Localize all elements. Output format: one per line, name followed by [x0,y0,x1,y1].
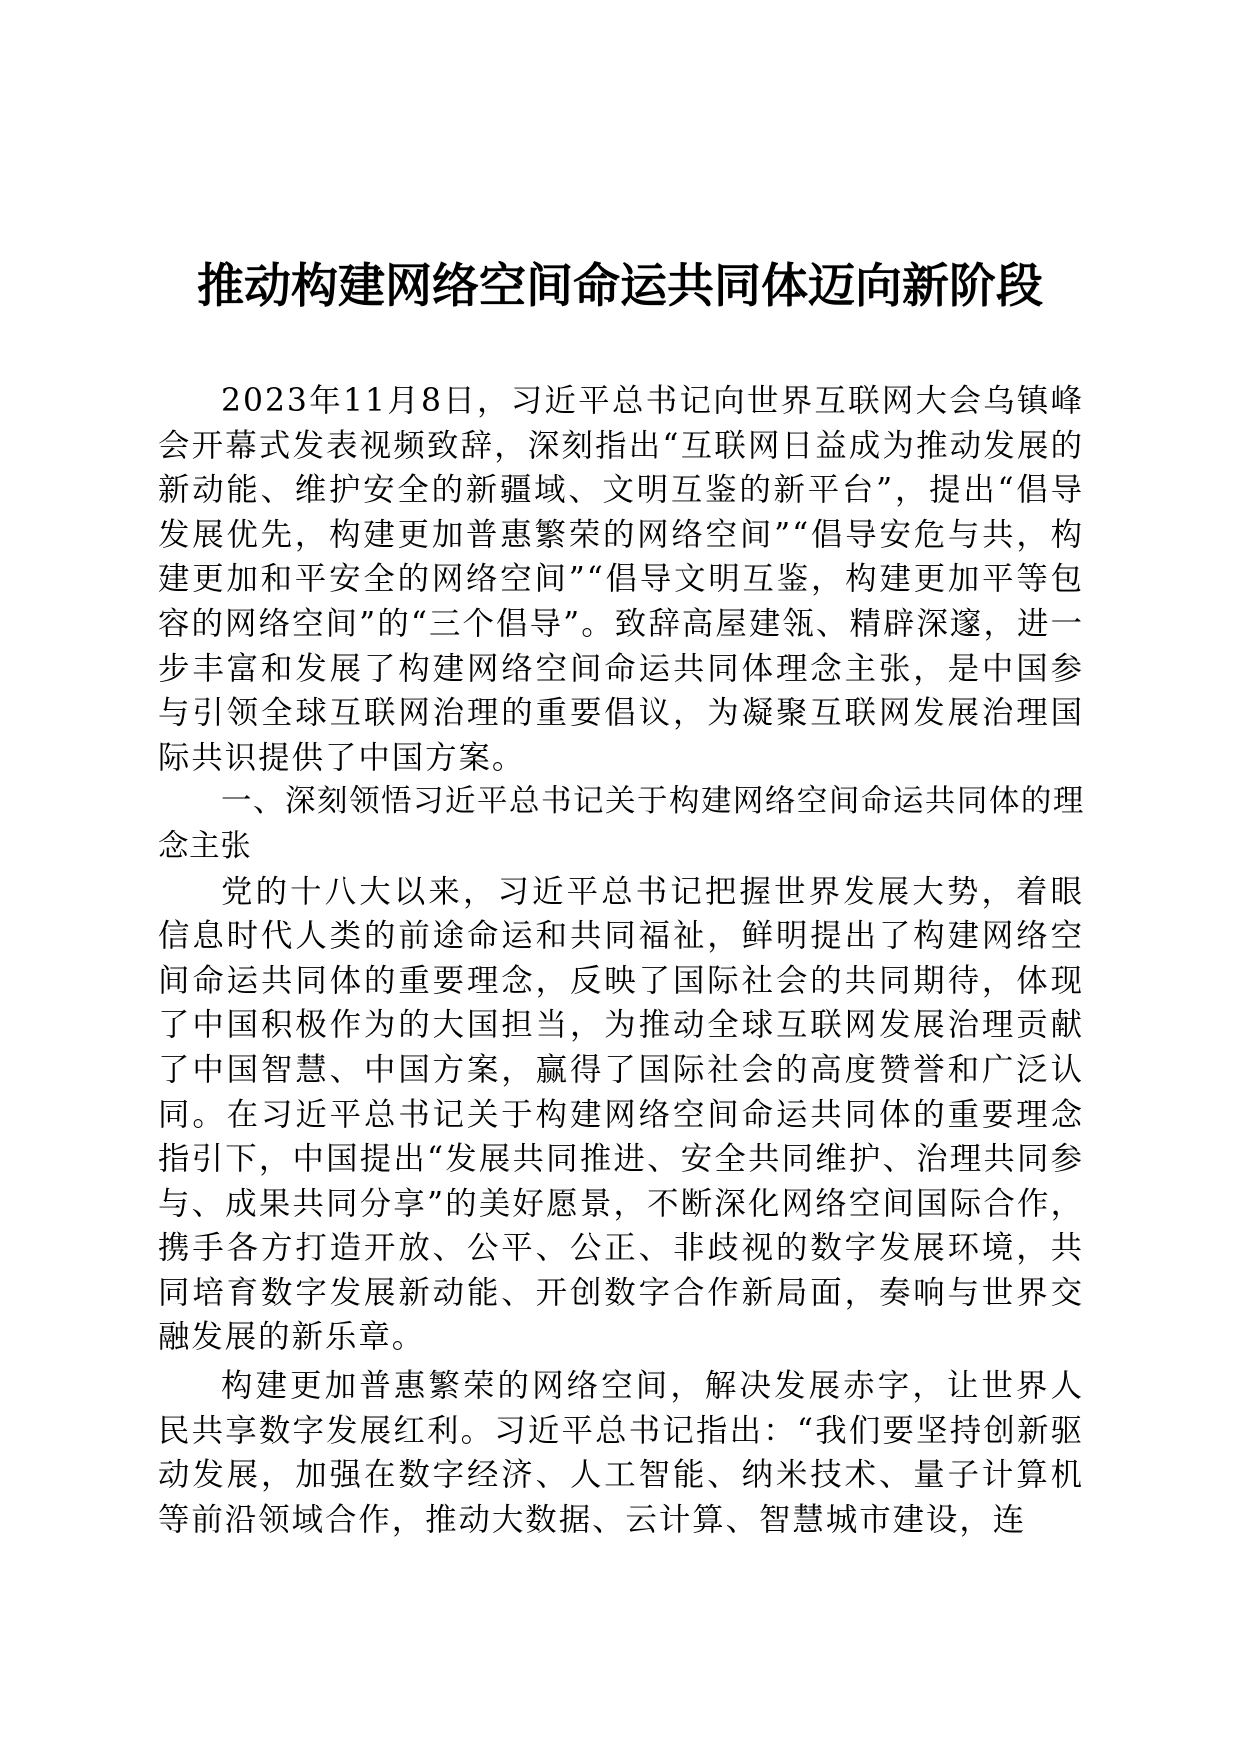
body-paragraph: 党的十八大以来，习近平总书记把握世界发展大势，着眼信息时代人类的前途命运和共同福祉，鲜明提出了构建网络空间命运共同体的重要理念，反映了国际社会的共同期待，体现了中国积极作为的大国担当，为推动全球互联网发展治理贡献了中国智慧、中国方案，赢得了国际社会的高度赞誉和广泛认同。在习近平总书记关于构建网络空间命运共同体的重要理念指引下，中国提出“发展共同推进、安全共同维护、治理共同参与、成果共同分享”的美好愿景，不断深化网络空间国际合作，携手各方打造开放、公平、公正、非歧视的数字发展环境，共同培育数字发展新动能、开创数字合作新局面，奏响与世界交融发展的新乐章。 [158,873,1084,1356]
document-title: 推动构建网络空间命运共同体迈向新阶段 [197,259,1043,314]
intro-paragraph: 2023年11月8日，习近平总书记向世界互联网大会乌镇峰会开幕式发表视频致辞，深刻指出“互联网日益成为推动发展的新动能、维护安全的新疆域、文明互鉴的新平台”，提出“倡导发展优先，构建更加普惠繁荣的网络空间”“倡导安危与共，构建更加和平安全的网络空间”“倡导文明互鉴，构建更加平等包容的网络空间”的“三个倡导”。致辞高屋建瓴、精辟深邃，进一步丰富和发展了构建网络空间命运共同体理念主张，是中国参与引领全球互联网治理的重要倡议，为凝聚互联网发展治理国际共识提供了中国方案。 [158,383,1084,776]
section-heading-1: 一、深刻领悟习近平总书记关于构建网络空间命运共同体的理念主张 [158,784,1084,864]
body-paragraph: 构建更加普惠繁荣的网络空间，解决发展赤字，让世界人民共享数字发展红利。习近平总书记指出：“我们要坚持创新驱动发展，加强在数字经济、人工智能、纳米技术、量子计算机等前沿领域合作，推动大数据、云计算、智慧城市建设，连 [158,1368,1084,1538]
document-body [158,379,1084,1542]
